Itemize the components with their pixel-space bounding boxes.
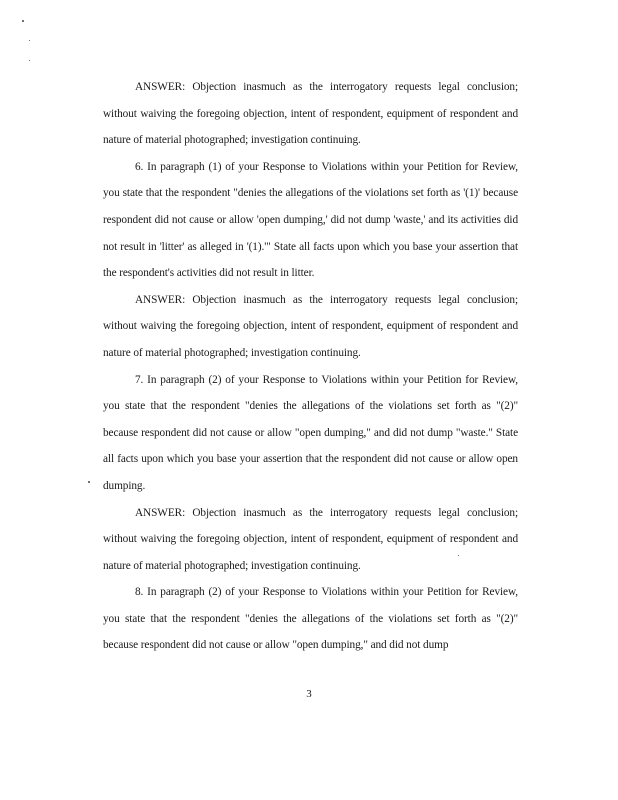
answer-paragraph: ANSWER: Objection inasmuch as the interrogatory requests legal conclusion; without waiving the foregoing objection, intent of respondent, equipment of respondent and nature of material photographed; investigation continuing. (103, 293, 518, 359)
scan-speck (29, 60, 30, 61)
scan-speck (88, 481, 90, 483)
interrogatory-6: 6. In paragraph (1) of your Response to Violations within your Petition for Review, you state that the respondent "denies the allegations of the violations set forth as '(1)' because respondent did not cause or allow 'open dumping,' did not dump 'waste,' and its activities did not result in 'litter' as alleged in '(1).'" State all facts upon which you base your assertion that the respondent's activities did not result in litter. (103, 160, 518, 280)
scan-speck (22, 20, 24, 22)
page-number: 3 (306, 688, 312, 700)
answer-paragraph: ANSWER: Objection inasmuch as the interrogatory requests legal conclusion; without waiving the foregoing objection, intent of respondent, equipment of respondent and nature of material photographed; investigation continuing. (103, 81, 518, 147)
scan-speck (29, 40, 30, 41)
interrogatory-8: 8. In paragraph (2) of your Response to Violations within your Petition for Review, you state that the respondent "denies the allegations of the violations set forth as "(2)" because respondent did not cause or allow "open dumping," and did not dump (103, 586, 518, 652)
document-body (103, 74, 518, 659)
interrogatory-7: 7. In paragraph (2) of your Response to Violations within your Petition for Review, you state that the respondent "denies the allegations of the violations set forth as "(2)" because respondent did not cause or allow "open dumping," and did not dump "waste." State all facts upon which you base your assertion that the respondent did not cause or allow open dumping. (103, 373, 518, 492)
answer-paragraph: ANSWER: Objection inasmuch as the interrogatory requests legal conclusion; without waiving the foregoing objection, intent of respondent, equipment of respondent and nature of material photographed; investigation continuing. (103, 506, 518, 572)
